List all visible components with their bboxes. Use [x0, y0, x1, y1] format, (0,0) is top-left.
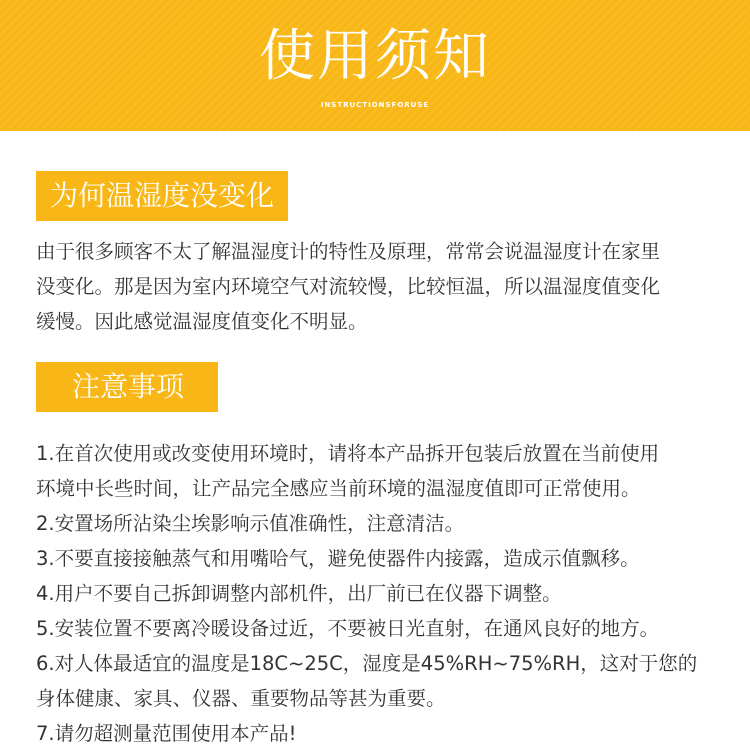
text-line: 身体健康、家具、仪器、重要物品等甚为重要。 [36, 687, 446, 710]
section-body-no-change [36, 234, 726, 339]
section-body-notes [36, 436, 726, 751]
text-line: 2.安置场所沾染尘埃影响示值准确性，注意清洁。 [36, 512, 465, 535]
text-line: 6.对人体最适宜的温度是18C~25C，湿度是45%RH~75%RH，这对于您的 [36, 652, 698, 675]
text-line: 环境中长些时间，让产品完全感应当前环境的温湿度值即可正常使用。 [36, 477, 641, 500]
text-line: 3.不要直接接触蒸气和用嘴哈气，避免使器件内接露，造成示值飘移。 [36, 547, 640, 570]
section-heading-notes: 注意事项 [36, 362, 218, 412]
text-line: 1.在首次使用或改变使用环境时，请将本产品拆开包装后放置在当前使用 [36, 442, 660, 465]
text-line: 由于很多顾客不太了解温湿度计的特性及原理，常常会说温湿度计在家里 [36, 240, 661, 263]
page-title: 使用须知 [259, 24, 491, 89]
page-subtitle: INSTRUCTIONSFORUSE [320, 101, 430, 109]
text-line: 缓慢。因此感觉温湿度值变化不明显。 [36, 310, 368, 333]
text-line: 7.请勿超测量范围使用本产品! [36, 722, 297, 745]
text-line: 没变化。那是因为室内环境空气对流较慢，比较恒温，所以温湿度值变化 [36, 275, 661, 298]
text-line: 5.安装位置不要离冷暖设备过近，不要被日光直射，在通风良好的地方。 [36, 617, 660, 640]
header-banner [0, 0, 750, 131]
section-heading-no-change: 为何温湿度没变化 [36, 171, 288, 221]
text-line: 4.用户不要自己拆卸调整内部机件，出厂前已在仪器下调整。 [36, 582, 562, 605]
